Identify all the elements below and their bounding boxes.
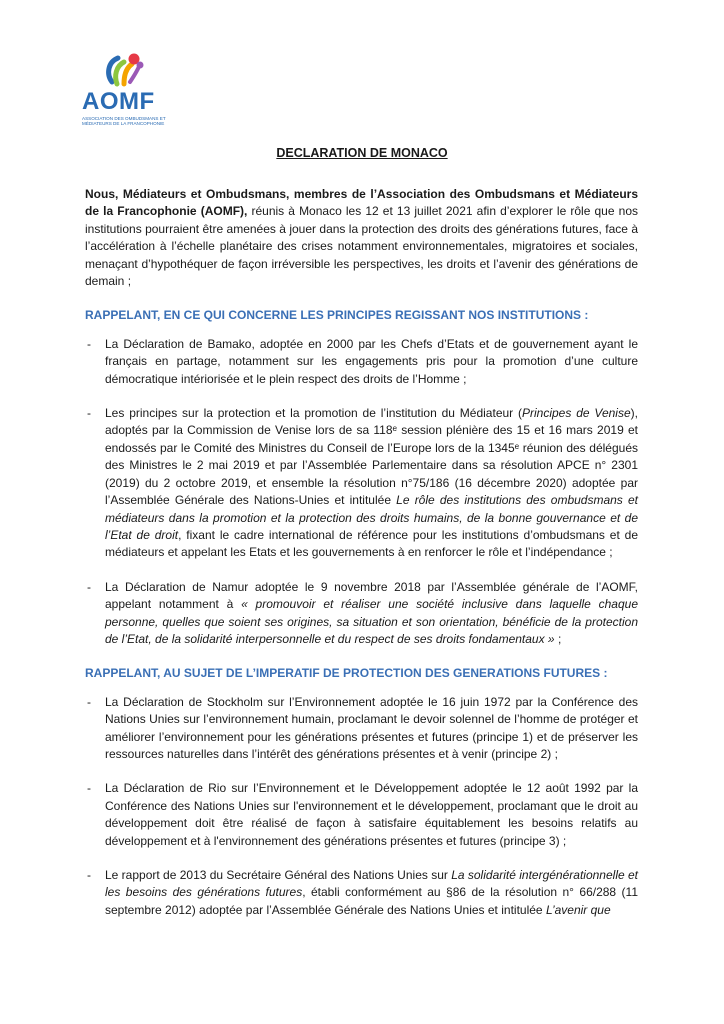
intro-rest: réunis à Monaco les 12 et 13 juillet 2021 afin d’explorer le rôle que nos institutions pourraient être amenées à jouer dans la protection des droits des générations futures, face à l’accélération à l’échelle planétaire des crises notamment environnementales, migratoires et sociales, menaçant d’hypothéquer de façon irréversible les perspectives, les droits et l’avenir des générations de demain ; <box>85 204 638 289</box>
section-heading-future-generations: RAPPELANT, AU SUJET DE L’IMPERATIF DE PROTECTION DES GENERATIONS FUTURES : <box>85 666 608 681</box>
principles-list <box>85 336 638 649</box>
list-item <box>85 780 638 850</box>
intro-lead: Nous, Médiateurs et Ombudsmans, membres de l’Association des Ombudsmans et Médiateurs de la Francophonie (AOMF), <box>85 187 638 219</box>
list-item-italic: La solidarité intergénérationnelle et les besoins des générations futures <box>105 868 638 900</box>
list-item-text: Les principes sur la protection et la promotion de l’institution du Médiateur ( <box>105 406 522 421</box>
document-body <box>85 186 638 936</box>
list-item-quote: « promouvoir et réaliser une société inclusive dans laquelle chaque personne, quelles que soient ses origines, sa situation et son orientation, bénéficie de la protection de l’Etat, de la solidarité interpersonnelle et du respect de ses droits fondamentaux » <box>105 597 638 646</box>
list-item-text: La Déclaration de Namur adoptée le 9 novembre 2018 par l’Assemblée générale de l’AOMF, appelant notamment à <box>105 579 638 612</box>
intro-paragraph <box>85 186 638 290</box>
list-item-italic: Principes de Venise <box>522 406 631 421</box>
logo-subtitle: ASSOCIATION DES OMBUDSMANS ET MÉDIATEURS DE LA FRANCOPHONIE <box>82 116 166 127</box>
future-generations-list <box>85 694 638 919</box>
document-title: DECLARATION DE MONACO <box>276 146 448 160</box>
list-item-text: La Déclaration de Bamako, adoptée en 2000 par les Chefs d’Etats et de gouvernement ayant le français en partage, notamment sur les engagements pris pour la promotion d’une culture démocratique intériorisée et le plein respect des droits de l’Homme ; <box>105 336 638 386</box>
list-item <box>85 579 638 649</box>
list-item-text: , fixant le cadre international de référence pour les institutions d’ombudsmans et de médiateurs et appelant les Etats et les gouvernements à en renforcer le rôle et l’indépendance ; <box>105 527 638 560</box>
aomf-logo <box>80 52 170 134</box>
list-item-text: La Déclaration de Stockholm sur l’Environnement adoptée le 16 juin 1972 par la Conférence des Nations Unies sur l’environnement humain, proclamant le devoir solennel de l’homme de protéger et améliorer l’environnement pour les générations présentes et futures (principe 1) et de préserver les ressources naturelles dans l’intérêt des générations présentes et à venir (principe 2) ; <box>105 694 638 761</box>
aomf-emblem-icon <box>102 52 148 92</box>
list-item-text: ; <box>554 631 562 646</box>
list-item-text: La Déclaration de Rio sur l’Environnement et le Développement adoptée le 12 août 1992 par la Conférence des Nations Unies sur l'environnement et le développement, proclamant que le droit au développement doit être réalisé de façon à satisfaire équitablement les besoins relatifs au développement et à l'environnement des générations présentes et futures (principe 3) ; <box>105 781 638 848</box>
list-item <box>85 336 638 388</box>
section-heading-principles: RAPPELANT, EN CE QUI CONCERNE LES PRINCIPES REGISSANT NOS INSTITUTIONS : <box>85 308 589 323</box>
list-item <box>85 867 638 919</box>
list-item-italic: Le rôle des institutions des ombudsmans et médiateurs dans la promotion et la protection des droits humains, de la bonne gouvernance et de l’Etat de droit <box>105 493 638 542</box>
logo-wordmark: AOMF <box>82 88 155 115</box>
list-item-text: ), adoptés par la Commission de Venise lors de sa 118ᵉ session plénière des 15 et 16 mars 2019 et endossés par le Comité des Ministres du Conseil de l’Europe lors de la 1345ᵉ réunion des délégués des Ministres le 2 mai 2019 et par l’Assemblée Parlementaire dans sa résolution APCE n° 2301 (2019) du 2 octobre 2019, et ensemble la résolution n°75/186 (16 décembre 2020) adoptée par l’Assemblée Générale des Nations-Unies et intitulée <box>105 406 638 508</box>
list-item <box>85 694 638 764</box>
list-item-italic: L’avenir que <box>545 902 611 917</box>
list-item-text: Le rapport de 2013 du Secrétaire Général des Nations Unies sur <box>105 868 452 882</box>
list-item <box>85 405 638 562</box>
list-item-text: , établi conformément au §86 de la résolution n° 66/288 (11 septembre 2012) adoptée par l’Assemblée Générale des Nations Unies et intitulée <box>105 885 638 917</box>
